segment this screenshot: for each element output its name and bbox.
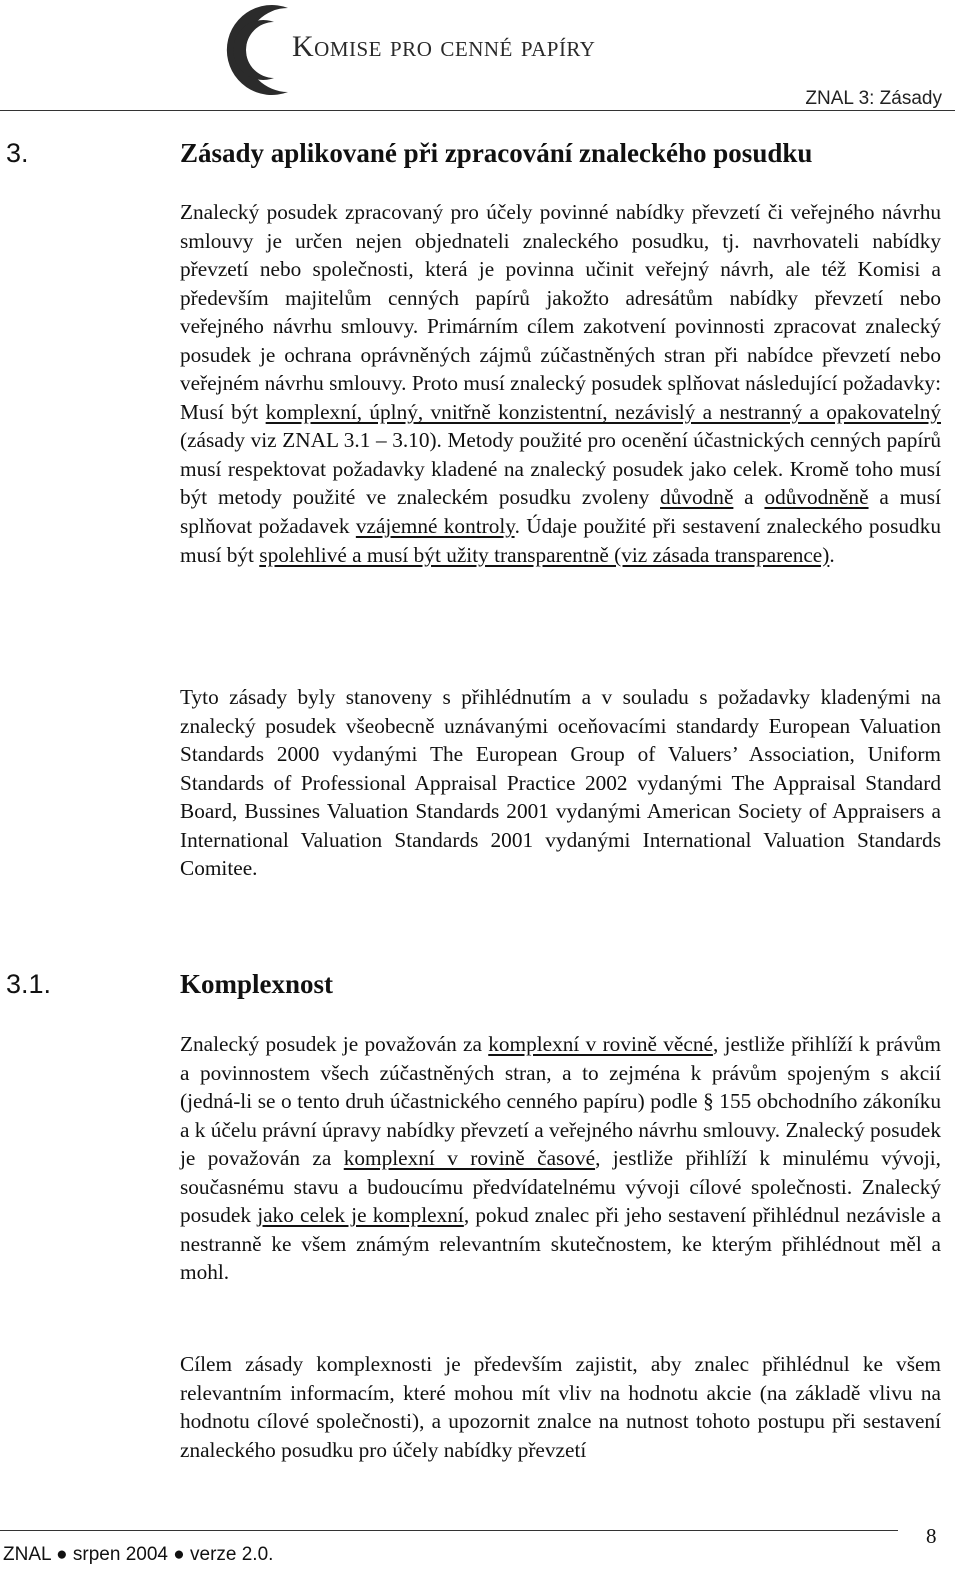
underlined-term: důvodně (660, 485, 734, 510)
underlined-term: komplexní v rovině časové (343, 1146, 596, 1171)
subsection-number: 3.1. (6, 969, 52, 999)
section-number: 3. (6, 138, 29, 168)
section-paragraph-2: Tyto zásady byly stanoveny s přihlédnutím a v souladu s požadavky kladenými na znalecký posudek všeobecně uznávanými oceňovacími standardy European Valuation Standards 2000 vydanými The European Group of Valuers’ Association, Uniform Standards of Professional Appraisal Practice 2002 vydanými The Appraisal Standard Board, Bussines Valuation Standards 2001 vydanými American Society of Appraisers a International Valuation Standards 2001 vydanými International Valuation Standards Comitee. (180, 685, 941, 881)
section-title: Zásady aplikované při zpracování znaleckého posudku (180, 138, 813, 168)
footer-text: ZNAL ● srpen 2004 ● verze 2.0. (3, 1544, 274, 1565)
header-divider (0, 110, 955, 111)
subsection-paragraph-2: Cílem zásady komplexnosti je především zajistit, aby znalec přihlédnul ke všem relevantním informacím, které mohou mít vliv na hodnotu akcie (na základě vlivu na hodnotu cílové společnosti), a upozornit znalce na nutnost tohoto postupu při sestavení znaleckého posudku pro účely nabídky převzetí (180, 1352, 941, 1462)
organization-name: Komise pro cenné papíry (292, 30, 596, 63)
underlined-term: odůvodněně (764, 485, 869, 510)
subsection-title: Komplexnost (180, 969, 334, 999)
commission-logo-icon (218, 0, 298, 100)
underlined-term: spolehlivé a musí být užity transparentně (viz zásada transparence) (259, 542, 830, 567)
underlined-term: jako celek je komplexní (257, 1203, 464, 1228)
underlined-term: vzájemné kontroly (355, 514, 515, 539)
section-paragraph-1: Znalecký posudek zpracovaný pro účely povinné nabídky převzetí či veřejného návrhu smlouvy je určen nejen objednateli znaleckého posudku, tj. navrhovateli nabídky převzetí nebo společnosti, která je povinna učinit veřejný návrh, ale též Komisi a především majitelům cenných papírů jakožto adresátům nabídky převzetí nebo veřejného návrhu smlouvy. Primárním cílem zakotvení povinnosti zpracovat znalecký posudek je ochrana oprávněných zájmů zúčastněných stran při nabídce převzetí nebo veřejném návrhu smlouvy. Proto musí znalecký posudek splňovat následující požadavky: Musí být komplexní, úplný, vnitřně konzistentní, nezávislý a nestranný a opakovatelný (zásady viz ZNAL 3.1 – 3.10). Metody použité pro ocenění účastnických cenných papírů musí respektovat požadavky kladené na znalecký posudek jako celek. Kromě toho musí být metody použité ve znaleckém posudku zvoleny důvodně a odůvodněně a musí splňovat požadavek vzájemné kontroly. Údaje použité při sestavení znaleckého posudku musí být spolehlivé a musí být užity transparentně (viz zásada transparence). (180, 200, 941, 567)
subsection-paragraph-1: Znalecký posudek je považován za komplexní v rovině věcné, jestliže přihlíží k právům a povinnostem všech zúčastněných stran, a to zejména k právům spojeným s akcií (jedná-li se o tento druh účastnického cenného papíru) podle § 155 obchodního zákoníku a k účelu právní úpravy nabídky převzetí a veřejného návrhu smlouvy. Znalecký posudek je považován za komplexní v rovině časové, jestliže přihlíží k minulému vývoji, současnému stavu a budoucímu předvídatelnému vývoji cílové společnosti. Znalecký posudek jako celek je komplexní, pokud znalec při jeho sestavení přihlédnul nezávisle a nestranně ke všem známým relevantním skutečnostem, ke kterým přihlédnout měl a mohl. (180, 1032, 941, 1285)
footer-divider (0, 1530, 898, 1531)
page-number: 8 (926, 1524, 937, 1548)
document-label: ZNAL 3: Zásady (805, 88, 942, 109)
underlined-term: komplexní, úplný, vnitřně konzistentní, nezávislý a nestranný a opakovatelný (265, 399, 941, 424)
page-header (0, 0, 960, 112)
underlined-term: komplexní v rovině věcné (488, 1032, 713, 1056)
